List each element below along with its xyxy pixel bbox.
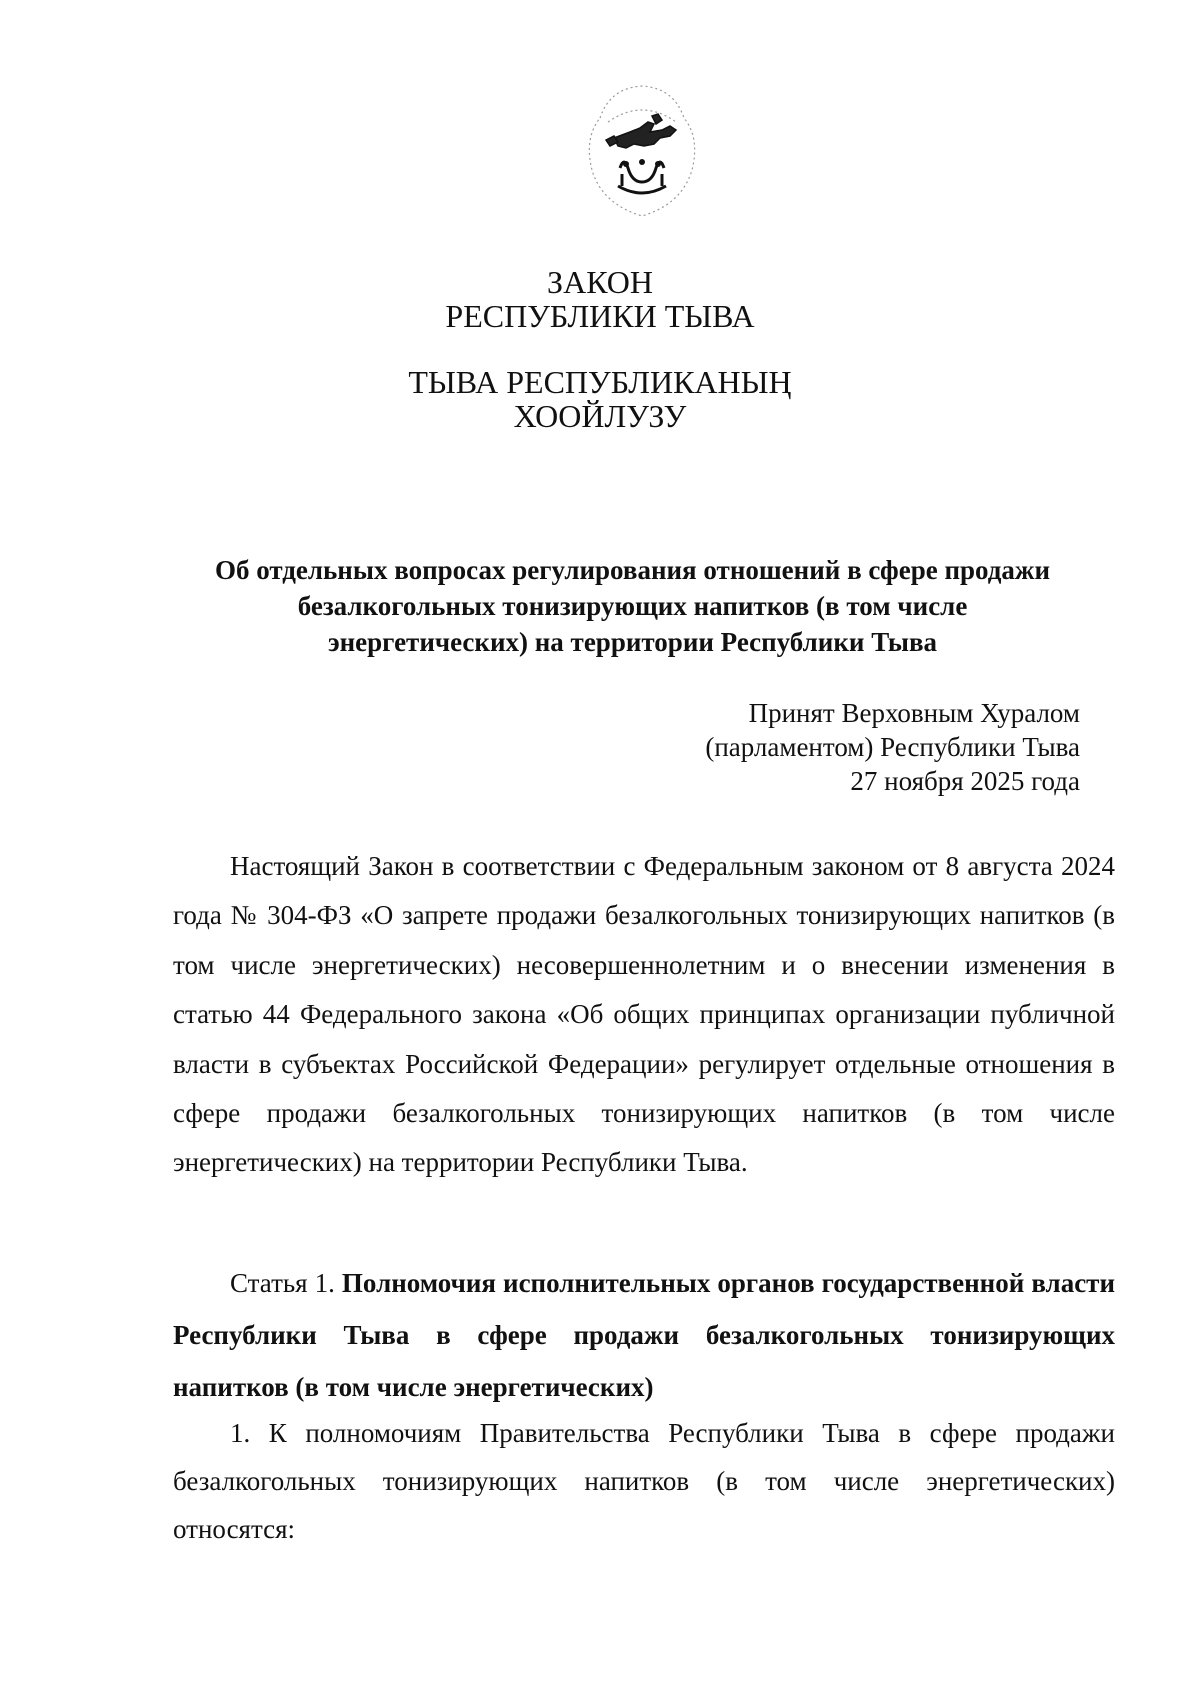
law-title-line: безалкогольных тонизирующих напитков (в том числе [297, 591, 968, 621]
law-title-line: Об отдельных вопросах регулирования отношений в сфере продажи [214, 555, 1051, 585]
adoption-note-line: Принят Верховным Хуралом [748, 698, 1080, 728]
article-1-label: Статья 1. [230, 1268, 335, 1298]
article-1-title: Полномочия исполнительных органов государственной власти Республики Тыва в сфере продажи безалкогольных тонизирующих напитков (в том числе энергетических) [173, 1268, 1116, 1402]
preamble-paragraph: Настоящий Закон в соответствии с Федеральным законом от 8 августа 2024 года № 304-ФЗ «О запрете продажи безалкогольных тонизирующих напитков (в том числе энергетических) несовершеннолетним и о внесении изменения в статью 44 Федерального закона «Об общих принципах организации публичной власти в субъектах Российской Федерации» регулирует отдельные отношения в сфере продажи безалкогольных тонизирующих напитков (в том числе энергетических) на территории Республики Тыва. [173, 851, 1115, 1178]
law-heading-russian [0, 265, 1200, 333]
law-heading-tuvan [0, 365, 1200, 433]
adoption-note-line: (парламентом) Республики Тыва [705, 732, 1080, 762]
coat-of-arms-icon [570, 78, 714, 228]
article-1-clause-1: 1. К полномочиям Правительства Республики Тыва в сфере продажи безалкогольных тонизирующих напитков (в том числе энергетических) относятся: [173, 1418, 1115, 1544]
law-heading-word: ЗАКОН [547, 264, 653, 300]
article-1-heading [173, 1257, 1115, 1413]
adoption-date: 27 ноября 2025 года [850, 766, 1080, 796]
law-title [195, 552, 1070, 660]
law-heading-tuvan-word: ХООЙЛУЗУ [513, 398, 687, 434]
adoption-note [705, 696, 1080, 798]
law-heading-tuvan-republic: ТЫВА РЕСПУБЛИКАНЫҢ [408, 364, 792, 400]
law-title-line: энергетических) на территории Республики Тыва [327, 627, 938, 657]
law-heading-republic: РЕСПУБЛИКИ ТЫВА [445, 298, 755, 334]
